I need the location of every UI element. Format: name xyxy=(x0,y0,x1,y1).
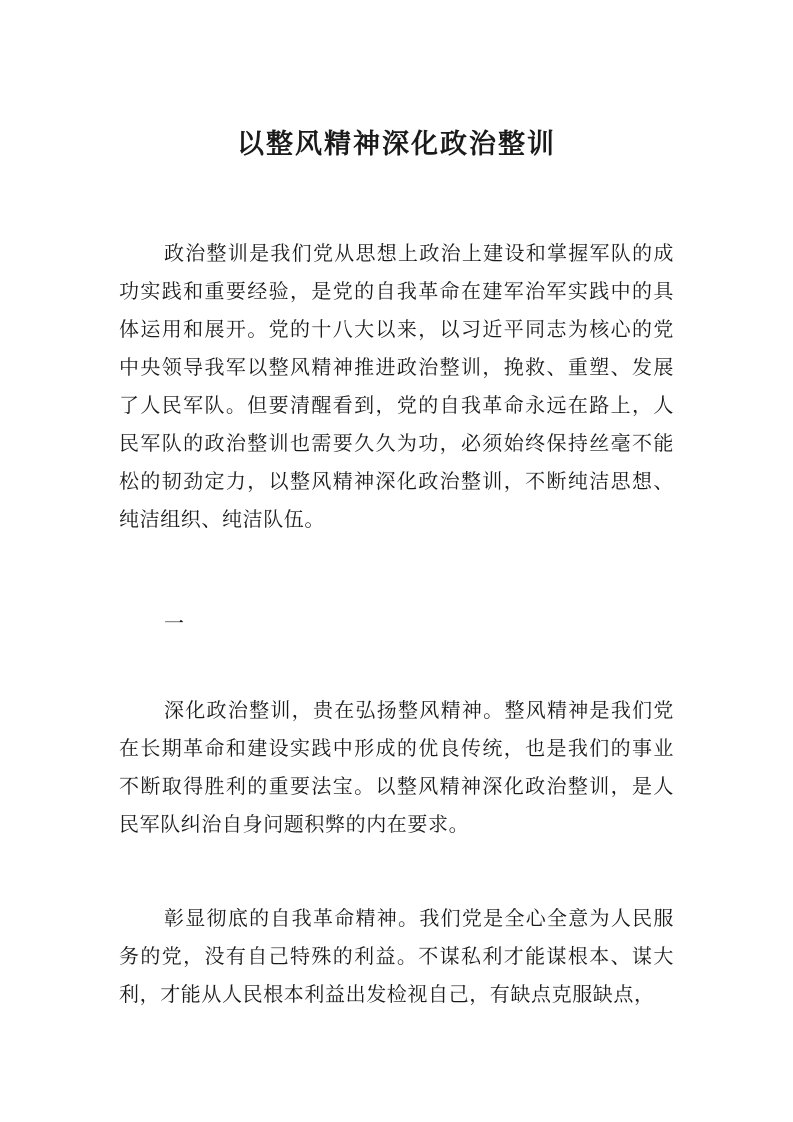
paragraph-3-block xyxy=(119,899,674,1013)
paragraph-1: 政治整训是我们党从思想上政治上建设和掌握军队的成功实践和重要经验，是党的自我革命在建军治军实践中的具体运用和展开。党的十八大以来，以习近平同志为核心的党中央领导我军以整风精神推进政治整训，挽救、重塑、发展了人民军队。但要清醒看到，党的自我革命永远在路上，人民军队的政治整训也需要久久为功，必须始终保持丝毫不能松的韧劲定力，以整风精神深化政治整训，不断纯洁思想、纯洁组织、纯洁队伍。 xyxy=(119,241,674,531)
paragraph-1-block xyxy=(119,234,674,538)
page-title: 以整风精神深化政治整训 xyxy=(237,129,556,160)
section-mark-block xyxy=(119,604,674,642)
section-mark: 一 xyxy=(164,611,185,635)
paragraph-3: 彰显彻底的自我革命精神。我们党是全心全意为人民服务的党，没有自己特殊的利益。不谋私利才能谋根本、谋大利，才能从人民根本利益出发检视自己，有缺点克服缺点， xyxy=(119,906,674,1006)
paragraph-2: 深化政治整训，贵在弘扬整风精神。整风精神是我们党在长期革命和建设实践中形成的优良传统，也是我们的事业不断取得胜利的重要法宝。以整风精神深化政治整训，是人民军队纠治自身问题积弊的内在要求。 xyxy=(119,698,674,836)
paragraph-2-block xyxy=(119,691,674,843)
